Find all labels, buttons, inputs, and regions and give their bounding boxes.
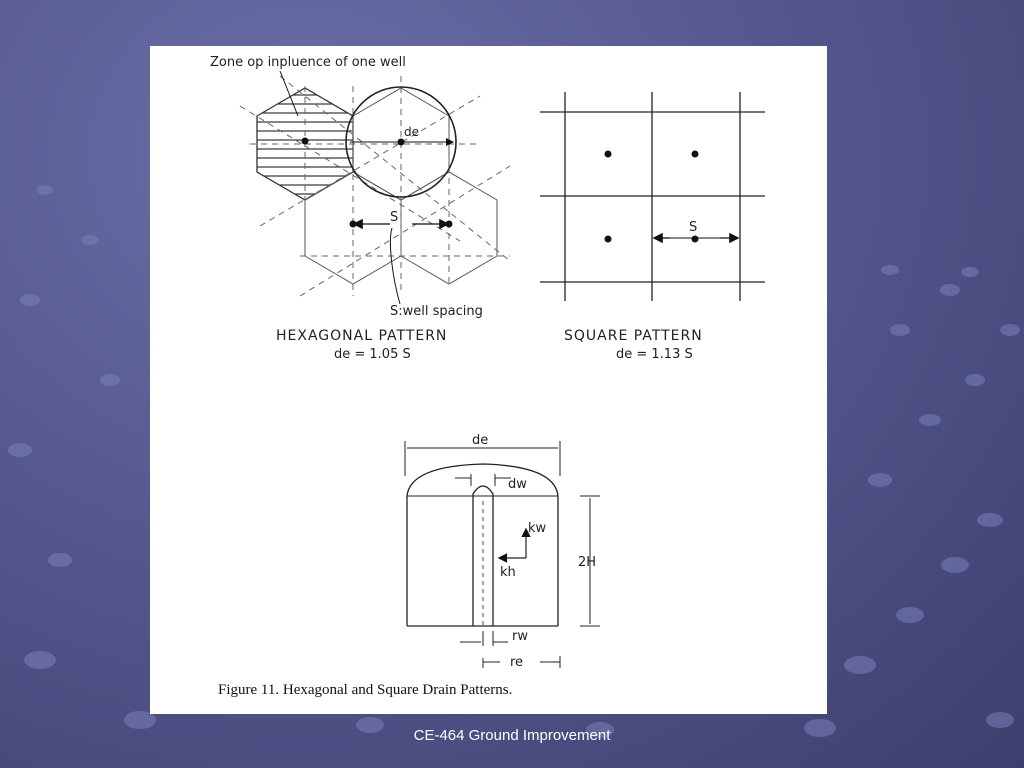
zone-of-influence-label: Zone op inpluence of one well	[210, 55, 406, 70]
cell-de-label: de	[472, 433, 489, 448]
figure-drawing	[150, 46, 827, 714]
square-pattern-grid	[540, 92, 765, 301]
square-pattern-title: SQUARE PATTERN	[564, 328, 703, 344]
figure-caption: Figure 11. Hexagonal and Square Drain Patterns.	[218, 682, 513, 698]
cell-kw-label: kw	[528, 521, 547, 536]
drain-unit-cell	[405, 441, 600, 668]
hexagonal-pattern-title: HEXAGONAL PATTERN	[276, 328, 448, 344]
square-spacing-symbol: S	[689, 220, 698, 235]
cell-re-label: re	[510, 655, 524, 670]
well-spacing-note: S:well spacing	[390, 304, 483, 319]
hex-spacing-symbol: S	[390, 210, 399, 225]
hexagonal-pattern	[240, 71, 510, 304]
slide-footer: CE-464 Ground Improvement	[413, 727, 611, 744]
drain-pattern-figure	[150, 46, 827, 714]
cell-dw-label: dw	[508, 477, 527, 492]
cell-height-label: 2H	[578, 555, 597, 570]
hex-de-label: de	[404, 125, 419, 139]
cell-kh-label: kh	[500, 565, 516, 580]
hexagonal-formula: de = 1.05 S	[334, 347, 411, 362]
cell-rw-label: rw	[512, 629, 528, 644]
square-formula: de = 1.13 S	[616, 347, 693, 362]
